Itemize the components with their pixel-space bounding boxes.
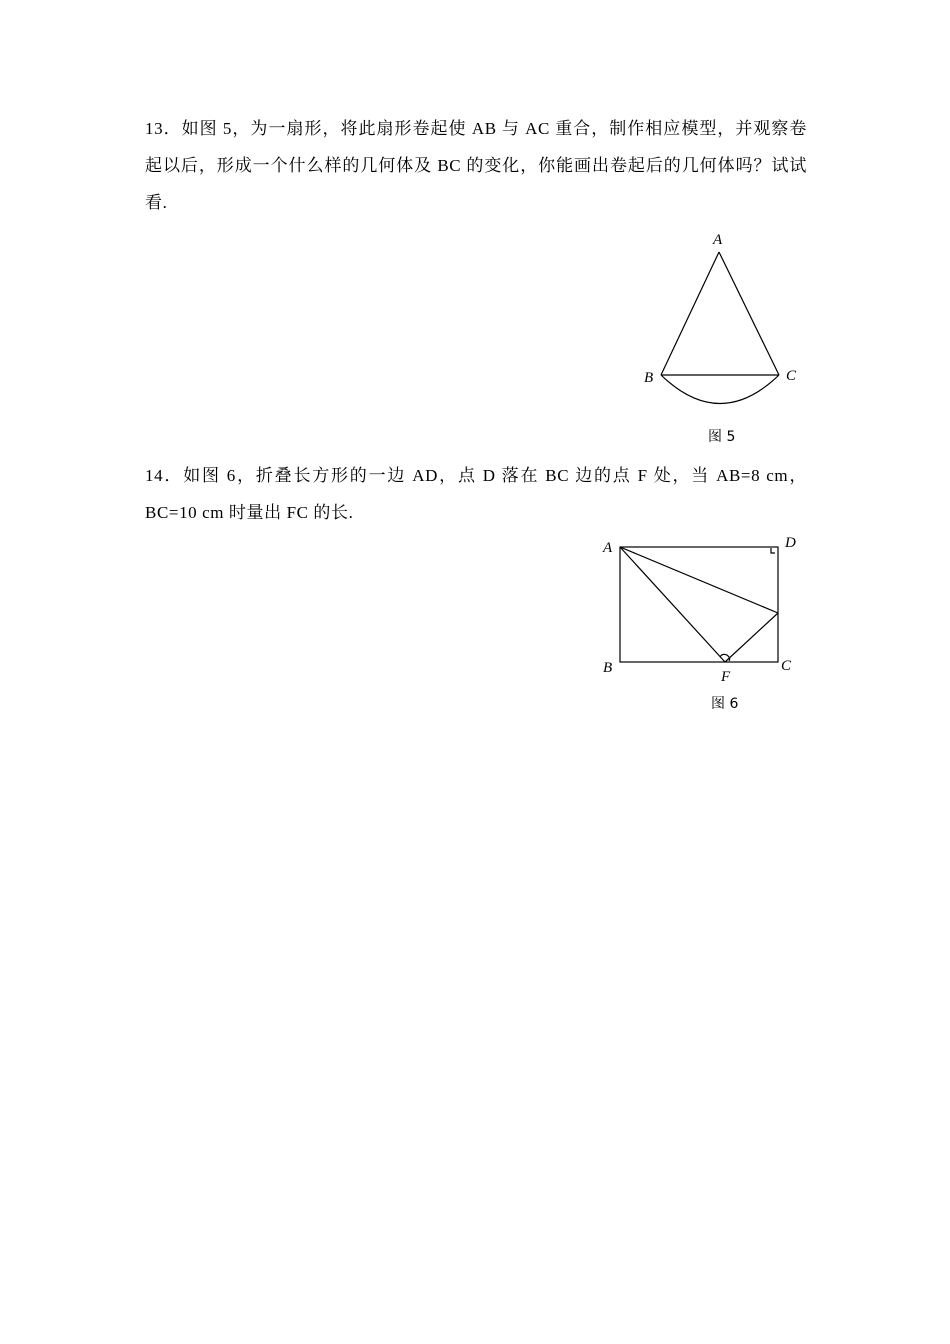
- arc-bc: [661, 375, 779, 404]
- fold-line-ae: [620, 547, 778, 613]
- label-b: B: [603, 660, 613, 676]
- question-number: 14．: [145, 466, 184, 485]
- figure-6-caption: 图 6: [711, 696, 739, 712]
- figure-5-sector: [661, 252, 779, 404]
- label-b: B: [644, 370, 654, 386]
- label-c: C: [781, 658, 792, 674]
- label-a: A: [713, 232, 723, 248]
- segment-af: [620, 547, 725, 662]
- label-f: F: [721, 669, 731, 685]
- segment-fe: [725, 613, 778, 662]
- figure-5-caption: 图 5: [708, 429, 736, 445]
- right-angle-mark-d: [771, 548, 775, 553]
- label-c: C: [786, 368, 797, 384]
- sector-side-ac: [719, 252, 779, 375]
- label-d: D: [785, 535, 796, 551]
- question-text: 如图 6，折叠长方形的一边 AD，点 D 落在 BC 边的点 F 处，当 AB=8 cm，BC=10 cm 时量出 FC 的长.: [145, 466, 807, 522]
- rectangle-abcd: [620, 547, 778, 662]
- question-text: 如图 5，为一扇形，将此扇形卷起使 AB 与 AC 重合，制作相应模型，并观察卷起以后，形成一个什么样的几何体及 BC 的变化，你能画出卷起后的几何体吗？试试看.: [145, 119, 807, 212]
- label-a: A: [603, 540, 613, 556]
- sector-side-ab: [661, 252, 719, 375]
- figure-6-rectangle: [620, 547, 778, 662]
- question-number: 13．: [145, 119, 182, 138]
